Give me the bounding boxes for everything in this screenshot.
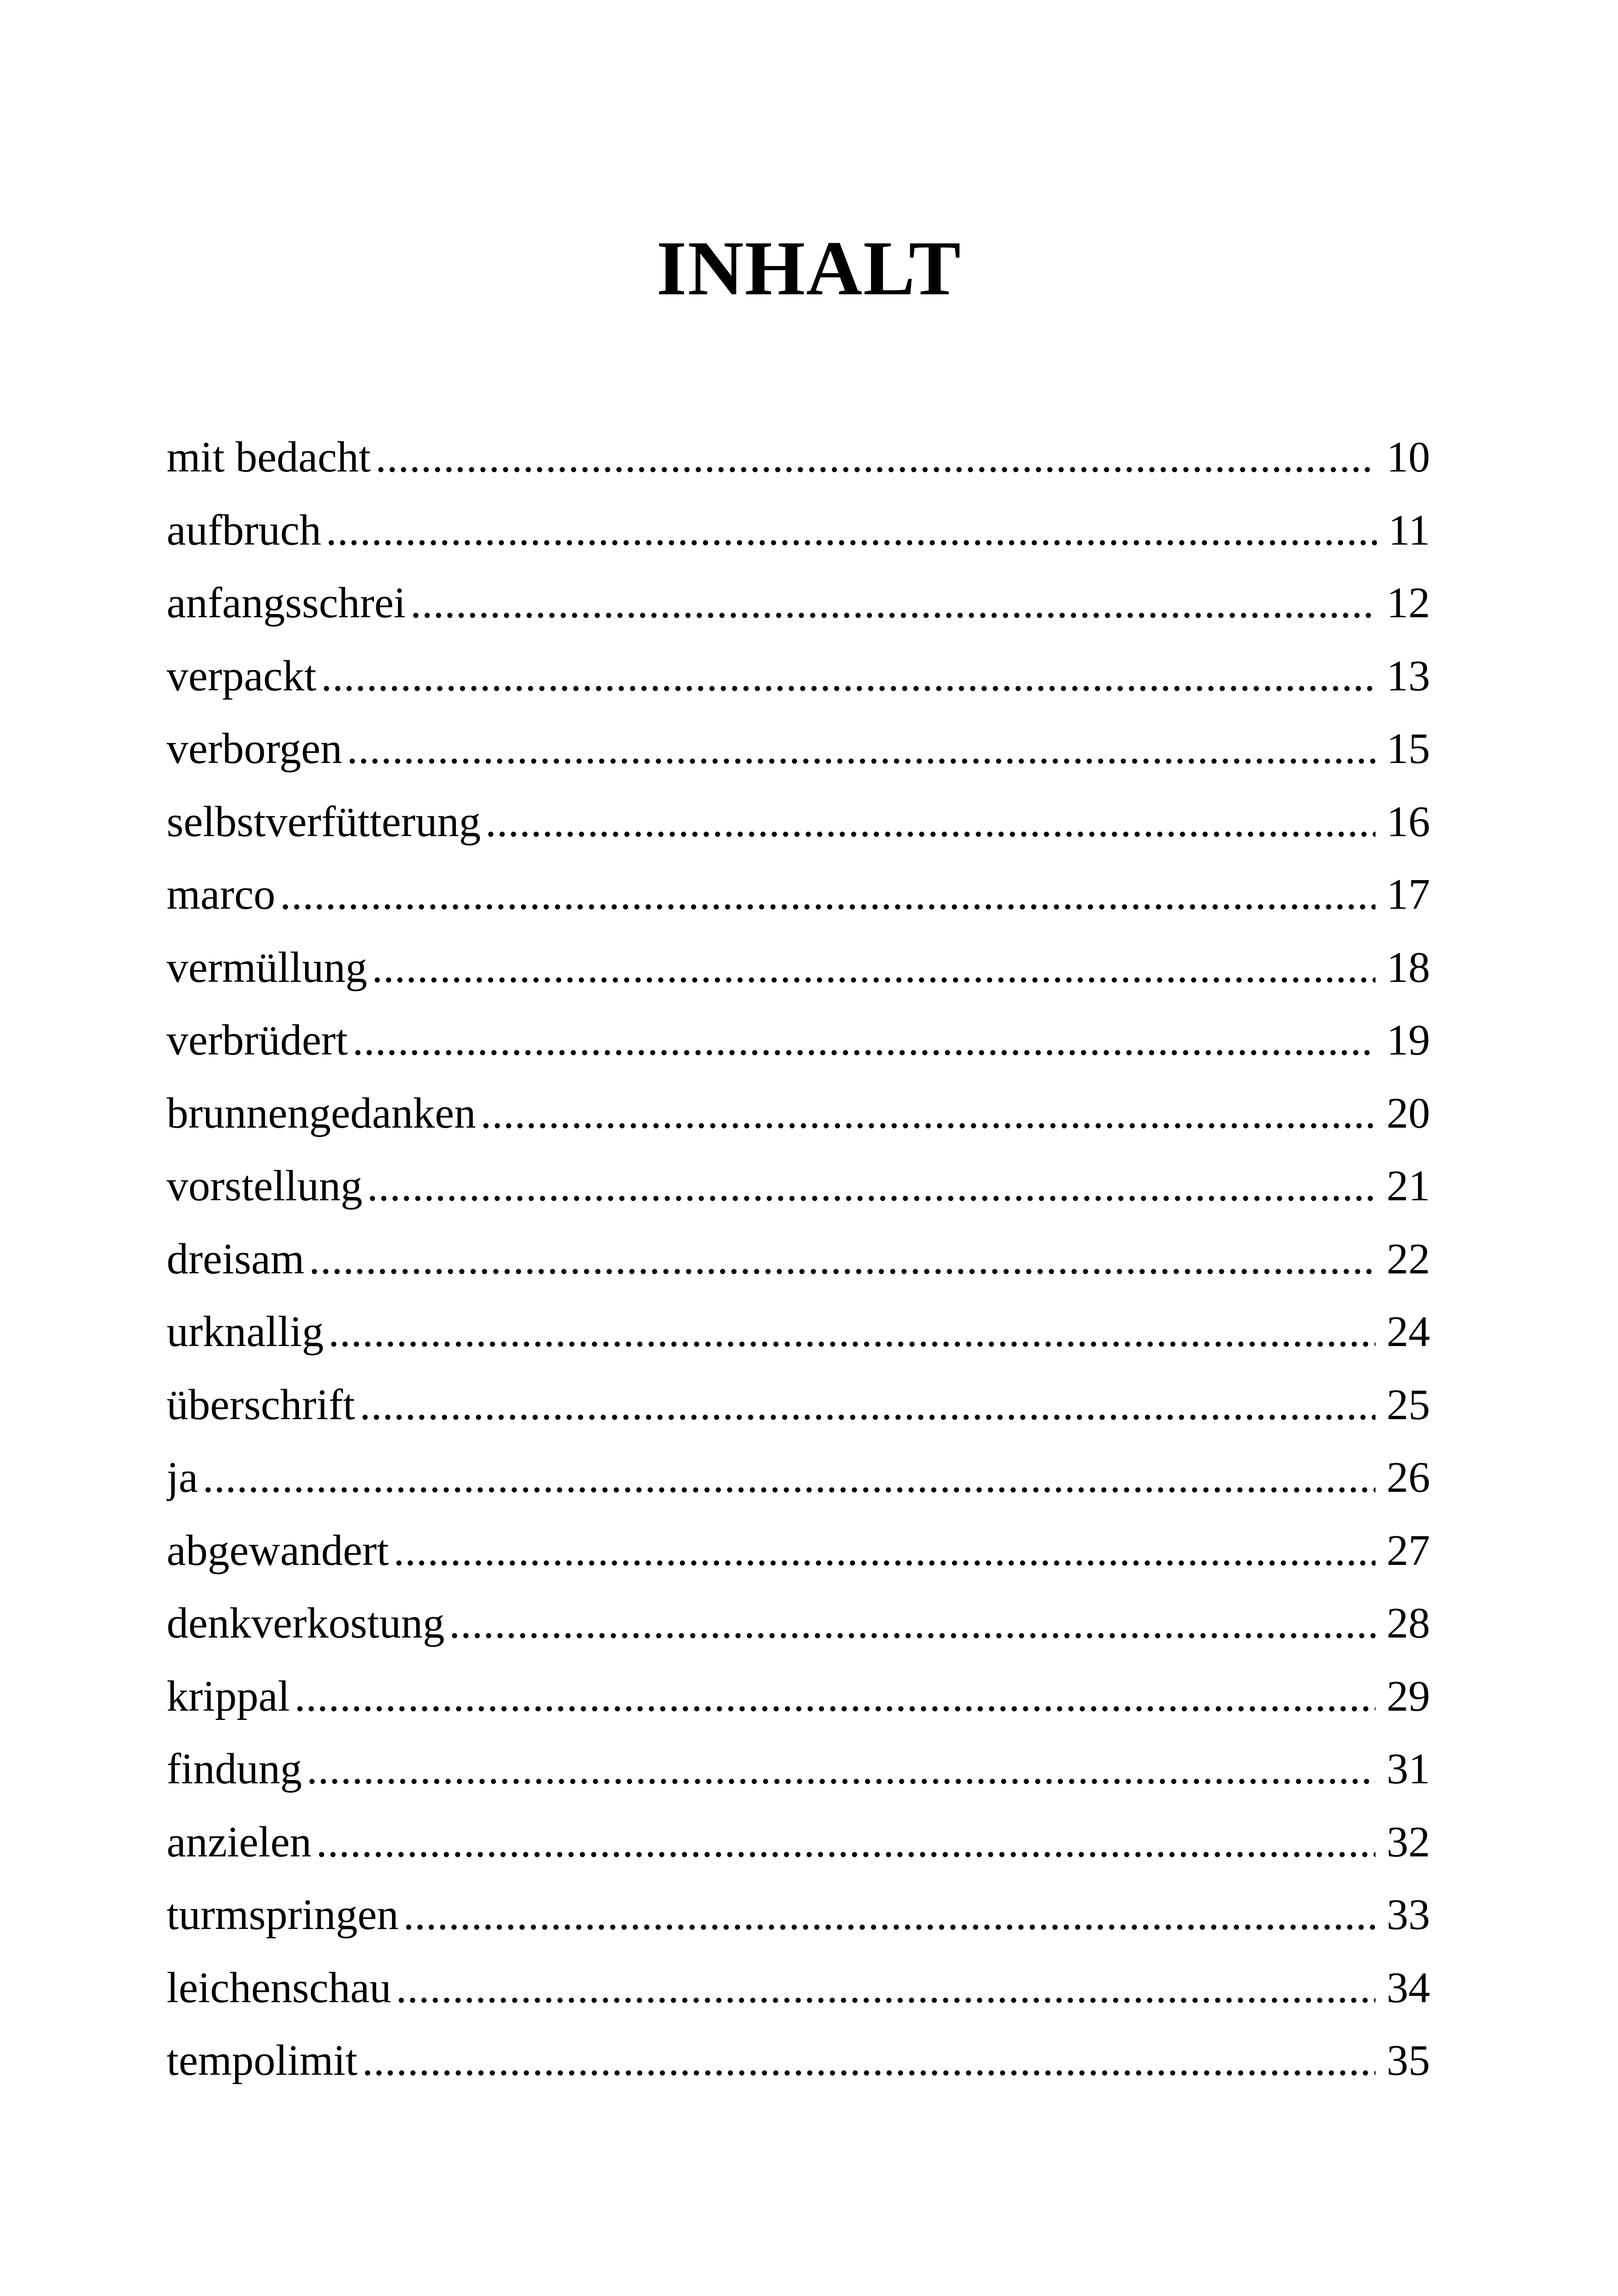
toc-entry	[167, 786, 1430, 859]
toc-entry	[167, 494, 1430, 567]
toc-entry	[167, 1660, 1430, 1733]
dot-leader	[352, 1004, 1375, 1077]
dot-leader	[321, 640, 1375, 713]
toc-entry-title: denkverkostung	[167, 1599, 445, 1647]
toc-entry-title: urknallig	[167, 1308, 324, 1356]
dot-leader	[316, 1806, 1375, 1879]
toc-entry-page-number: 34	[1387, 1963, 1430, 2012]
dot-leader	[280, 858, 1375, 931]
toc-entry-title: selbstverfütterung	[167, 797, 481, 846]
toc-entry-page-number: 27	[1387, 1526, 1430, 1575]
toc-entry-title: verpackt	[167, 652, 317, 700]
toc-entry-page-number: 16	[1387, 797, 1430, 846]
toc-entry	[167, 1514, 1430, 1588]
toc-entry	[167, 931, 1430, 1005]
dot-leader	[306, 1733, 1375, 1806]
toc-entry-title: überschrift	[167, 1380, 355, 1429]
toc-entry-title: dreisam	[167, 1235, 305, 1283]
toc-entry	[167, 1004, 1430, 1077]
toc-entry-page-number: 13	[1387, 652, 1430, 700]
toc-entry-title: ja	[167, 1453, 198, 1502]
toc-entry-page-number: 11	[1388, 506, 1430, 554]
toc-entry-page-number: 15	[1387, 725, 1430, 773]
toc-entry-page-number: 17	[1387, 870, 1430, 918]
toc-entry-title: findung	[167, 1745, 302, 1793]
dot-leader	[393, 1514, 1375, 1588]
toc-entry-page-number: 26	[1387, 1453, 1430, 1502]
toc-entry-page-number: 33	[1387, 1891, 1430, 1939]
toc-entry	[167, 1879, 1430, 1952]
toc-entry-page-number: 20	[1387, 1089, 1430, 1137]
toc-entry-page-number: 19	[1387, 1016, 1430, 1064]
toc-entry-title: marco	[167, 870, 275, 918]
toc-entry-page-number: 35	[1387, 2036, 1430, 2085]
toc-entry-title: krippal	[167, 1672, 290, 1720]
toc-entry	[167, 1223, 1430, 1296]
toc-entry	[167, 858, 1430, 931]
dot-leader	[367, 1150, 1375, 1223]
dot-leader	[360, 1369, 1375, 1442]
dot-leader	[372, 931, 1375, 1005]
toc-entry-page-number: 28	[1387, 1599, 1430, 1647]
toc-entry-title: turmspringen	[167, 1891, 399, 1939]
toc-entry	[167, 1077, 1430, 1150]
toc-entry	[167, 2024, 1430, 2097]
toc-entry-title: anzielen	[167, 1818, 312, 1866]
toc-entry	[167, 567, 1430, 640]
toc-entry-title: tempolimit	[167, 2036, 358, 2085]
dot-leader	[294, 1660, 1375, 1733]
toc-entry-page-number: 12	[1387, 579, 1430, 627]
dot-leader	[403, 1879, 1375, 1952]
dot-leader	[375, 421, 1375, 494]
toc-entry-page-number: 21	[1387, 1162, 1430, 1210]
dot-leader	[328, 1296, 1375, 1369]
dot-leader	[411, 567, 1375, 640]
dot-leader	[449, 1587, 1375, 1660]
toc-entry-title: vorstellung	[167, 1162, 362, 1210]
toc-entry	[167, 640, 1430, 713]
toc-entry	[167, 1441, 1430, 1514]
toc-entry	[167, 1806, 1430, 1879]
toc-entry	[167, 1587, 1430, 1660]
toc-entry-title: mit bedacht	[167, 433, 371, 481]
dot-leader	[362, 2024, 1375, 2097]
toc-entry-page-number: 10	[1387, 433, 1430, 481]
dot-leader	[480, 1077, 1375, 1150]
toc-entry	[167, 713, 1430, 786]
toc-entry	[167, 1296, 1430, 1369]
toc-entry-title: leichenschau	[167, 1963, 392, 2012]
toc-entry-page-number: 24	[1387, 1308, 1430, 1356]
toc-entry-title: verbrüdert	[167, 1016, 348, 1064]
toc-entry-page-number: 31	[1387, 1745, 1430, 1793]
dot-leader	[347, 713, 1375, 786]
dot-leader	[309, 1223, 1375, 1296]
toc-entry-title: verborgen	[167, 725, 342, 773]
toc-entry-page-number: 32	[1387, 1818, 1430, 1866]
dot-leader	[326, 494, 1377, 567]
toc-entry	[167, 1369, 1430, 1442]
toc-entry	[167, 1733, 1430, 1806]
dot-leader	[485, 786, 1375, 859]
toc-entry-title: abgewandert	[167, 1526, 389, 1575]
table-of-contents	[167, 421, 1430, 2097]
toc-entry-title: brunnengedanken	[167, 1089, 476, 1137]
dot-leader	[203, 1441, 1375, 1514]
toc-entry-page-number: 25	[1387, 1380, 1430, 1429]
toc-entry	[167, 1150, 1430, 1223]
toc-entry-page-number: 29	[1387, 1672, 1430, 1720]
page-title: INHALT	[656, 225, 962, 311]
toc-entry-title: anfangsschrei	[167, 579, 406, 627]
toc-entry-page-number: 22	[1387, 1235, 1430, 1283]
toc-entry-title: vermüllung	[167, 943, 367, 992]
toc-entry	[167, 421, 1430, 494]
toc-entry	[167, 1952, 1430, 2025]
dot-leader	[396, 1952, 1375, 2025]
toc-entry-page-number: 18	[1387, 943, 1430, 992]
toc-entry-title: aufbruch	[167, 506, 322, 554]
